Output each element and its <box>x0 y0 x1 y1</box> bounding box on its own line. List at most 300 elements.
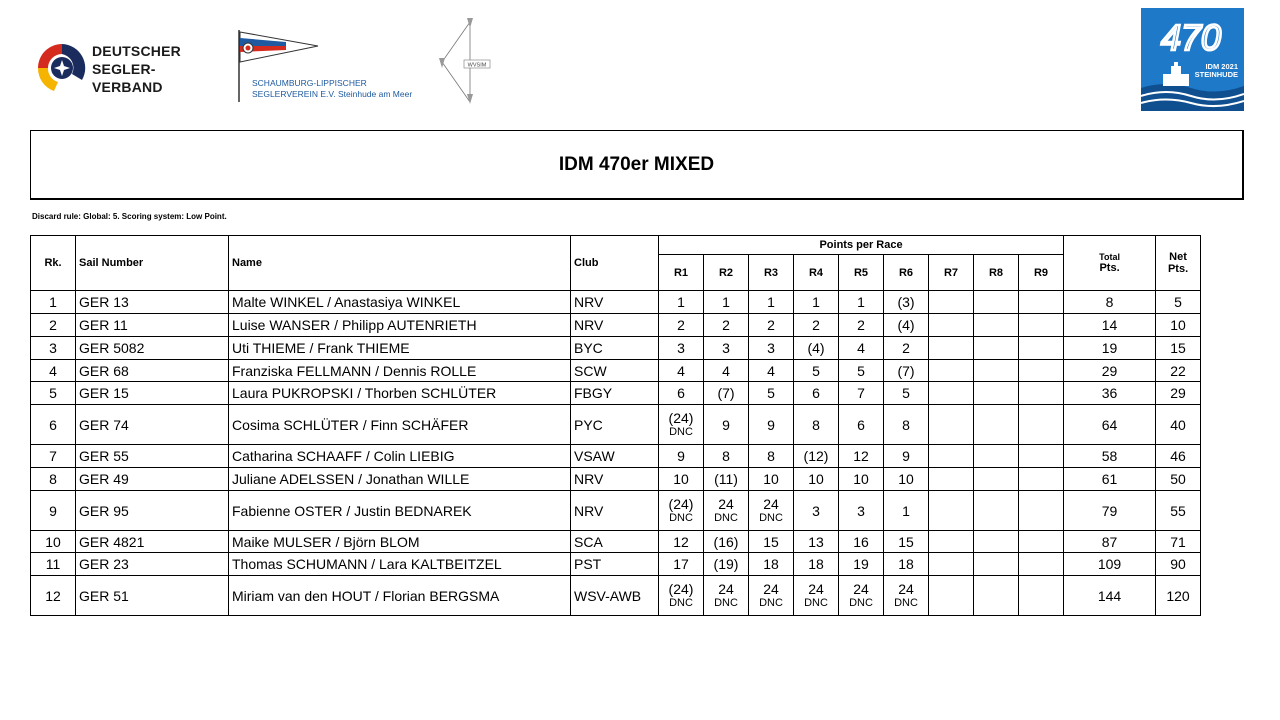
race-score: (3) <box>897 294 915 310</box>
header-race-8: R8 <box>974 255 1019 291</box>
race-score: (19) <box>713 556 739 572</box>
race-score: 4 <box>722 362 730 379</box>
total-points-cell: 58 <box>1064 445 1156 468</box>
header-race-5: R5 <box>839 255 884 291</box>
race-8-cell <box>974 576 1019 616</box>
name-cell: Laura PUKROPSKI / Thorben SCHLÜTER <box>229 382 571 405</box>
race-7-cell <box>929 337 974 360</box>
sail-number-cell: GER 49 <box>76 468 229 491</box>
race-8-cell <box>974 360 1019 382</box>
race-8-cell <box>974 382 1019 405</box>
race-5-cell <box>839 405 884 445</box>
total-points-cell: 79 <box>1064 491 1156 531</box>
total-points-cell: 29 <box>1064 360 1156 382</box>
race-5-cell <box>839 445 884 468</box>
race-1-cell <box>659 468 704 491</box>
rank-cell: 3 <box>31 337 76 360</box>
race-2-cell <box>704 314 749 337</box>
race-6-cell <box>884 531 929 553</box>
results-table <box>30 235 1201 616</box>
race-score: 8 <box>812 416 820 433</box>
race-9-cell <box>1019 291 1064 314</box>
race-9-cell <box>1019 337 1064 360</box>
table-row <box>31 491 1201 531</box>
name-cell: Juliane ADELSSEN / Jonathan WILLE <box>229 468 571 491</box>
class-470-logo <box>1141 8 1244 111</box>
race-3-cell <box>749 314 794 337</box>
race-1-cell <box>659 405 704 445</box>
club-cell: NRV <box>571 291 659 314</box>
race-9-cell <box>1019 382 1064 405</box>
race-score: 9 <box>722 416 730 433</box>
race-score: 8 <box>902 416 910 433</box>
rank-cell: 5 <box>31 382 76 405</box>
race-8-cell <box>974 291 1019 314</box>
sail-number-cell: GER 55 <box>76 445 229 468</box>
race-3-cell <box>749 531 794 553</box>
results-body <box>31 291 1201 616</box>
race-score: 2 <box>767 317 775 333</box>
page-title: IDM 470er MIXED <box>558 153 715 175</box>
race-3-cell <box>749 291 794 314</box>
race-4-cell <box>794 382 839 405</box>
rank-cell: 4 <box>31 360 76 382</box>
net-points-cell: 50 <box>1156 468 1201 491</box>
race-5-cell <box>839 468 884 491</box>
table-row <box>31 291 1201 314</box>
title-box <box>30 130 1244 200</box>
race-1-cell <box>659 531 704 553</box>
race-7-cell <box>929 314 974 337</box>
race-score: 24 <box>718 496 734 512</box>
sail-number-cell: GER 13 <box>76 291 229 314</box>
race-7-cell <box>929 291 974 314</box>
race-score: 10 <box>853 471 869 487</box>
race-1-cell <box>659 337 704 360</box>
race-score: 18 <box>898 556 914 572</box>
dsv-emblem-icon <box>34 40 90 96</box>
race-5-cell <box>839 337 884 360</box>
name-cell: Malte WINKEL / Anastasiya WINKEL <box>229 291 571 314</box>
race-6-cell <box>884 491 929 531</box>
net-points-cell: 5 <box>1156 291 1201 314</box>
race-4-cell <box>794 360 839 382</box>
net-points-cell: 90 <box>1156 553 1201 576</box>
race-6-cell <box>884 553 929 576</box>
race-5-cell <box>839 576 884 616</box>
race-score: 1 <box>722 294 730 310</box>
race-3-cell <box>749 468 794 491</box>
race-9-cell <box>1019 531 1064 553</box>
race-score: (16) <box>713 533 739 550</box>
total-points-cell: 36 <box>1064 382 1156 405</box>
race-score: 24 <box>898 581 914 597</box>
race-score: 15 <box>898 533 914 550</box>
race-2-cell <box>704 553 749 576</box>
header-race-4: R4 <box>794 255 839 291</box>
header-race-2: R2 <box>704 255 749 291</box>
total-points-cell: 8 <box>1064 291 1156 314</box>
race-9-cell <box>1019 468 1064 491</box>
race-score: 24 <box>853 581 869 597</box>
sail-number-cell: GER 95 <box>76 491 229 531</box>
race-6-cell <box>884 291 929 314</box>
name-cell: Franziska FELLMANN / Dennis ROLLE <box>229 360 571 382</box>
race-9-cell <box>1019 553 1064 576</box>
race-score: 3 <box>812 502 820 519</box>
total-points-cell: 19 <box>1064 337 1156 360</box>
total-points-cell: 64 <box>1064 405 1156 445</box>
wvsim-label: WVSIM <box>467 62 487 69</box>
club-cell: FBGY <box>571 382 659 405</box>
race-3-cell <box>749 382 794 405</box>
race-9-cell <box>1019 360 1064 382</box>
race-score: 5 <box>857 362 865 379</box>
idm-venue: STEINHUDE <box>1194 70 1238 79</box>
header-club: Club <box>571 236 659 291</box>
race-score: 10 <box>673 471 689 487</box>
race-4-cell <box>794 337 839 360</box>
header-total-line1: Total <box>1099 252 1120 262</box>
table-row <box>31 405 1201 445</box>
net-points-cell: 22 <box>1156 360 1201 382</box>
race-5-cell <box>839 291 884 314</box>
race-4-cell <box>794 468 839 491</box>
race-8-cell <box>974 553 1019 576</box>
rank-cell: 9 <box>31 491 76 531</box>
header-net-pts <box>1156 236 1201 291</box>
race-5-cell <box>839 382 884 405</box>
net-points-cell: 120 <box>1156 576 1201 616</box>
race-3-cell <box>749 491 794 531</box>
race-score: 8 <box>722 448 730 464</box>
race-7-cell <box>929 405 974 445</box>
sail-number-cell: GER 23 <box>76 553 229 576</box>
race-1-cell <box>659 491 704 531</box>
race-score: 5 <box>767 385 775 401</box>
race-score: 2 <box>812 317 820 333</box>
race-3-cell <box>749 405 794 445</box>
total-points-cell: 61 <box>1064 468 1156 491</box>
net-points-cell: 71 <box>1156 531 1201 553</box>
header-race-1: R1 <box>659 255 704 291</box>
race-score: 24 <box>763 581 779 597</box>
race-score: 3 <box>857 502 865 519</box>
header-net-line1: Net <box>1169 251 1187 263</box>
table-row <box>31 337 1201 360</box>
race-4-cell <box>794 576 839 616</box>
race-score: 15 <box>763 533 779 550</box>
race-score: (7) <box>897 362 915 379</box>
idm-year: IDM 2021 <box>1205 62 1238 71</box>
race-score: 2 <box>857 317 865 333</box>
race-score: (7) <box>717 385 735 401</box>
race-5-cell <box>839 531 884 553</box>
race-8-cell <box>974 445 1019 468</box>
race-score: 9 <box>767 416 775 433</box>
rank-cell: 11 <box>31 553 76 576</box>
race-7-cell <box>929 468 974 491</box>
race-score: 6 <box>857 416 865 433</box>
race-status-code: DNC <box>759 512 783 524</box>
race-4-cell <box>794 405 839 445</box>
race-status-code: DNC <box>669 426 693 438</box>
race-8-cell <box>974 531 1019 553</box>
race-score: 4 <box>857 340 865 356</box>
race-3-cell <box>749 553 794 576</box>
race-score: (4) <box>807 340 825 356</box>
net-points-cell: 15 <box>1156 337 1201 360</box>
race-score: 13 <box>808 533 824 550</box>
race-1-cell <box>659 576 704 616</box>
triangle-course-icon <box>430 16 500 108</box>
header-race-3: R3 <box>749 255 794 291</box>
race-score: 18 <box>763 556 779 572</box>
sail-number-cell: GER 4821 <box>76 531 229 553</box>
race-score: (24) <box>668 496 694 512</box>
race-1-cell <box>659 291 704 314</box>
club-cell: NRV <box>571 491 659 531</box>
club-cell: NRV <box>571 314 659 337</box>
table-row <box>31 314 1201 337</box>
race-2-cell <box>704 491 749 531</box>
club-cell: NRV <box>571 468 659 491</box>
sail-number-cell: GER 51 <box>76 576 229 616</box>
lighthouse-waves-icon <box>1141 8 1244 111</box>
header-rank: Rk. <box>31 236 76 291</box>
name-cell: Maike MULSER / Björn BLOM <box>229 531 571 553</box>
race-7-cell <box>929 576 974 616</box>
club-cell: SCW <box>571 360 659 382</box>
rank-cell: 1 <box>31 291 76 314</box>
race-score: 1 <box>812 294 820 310</box>
race-9-cell <box>1019 445 1064 468</box>
race-score: 4 <box>677 362 685 379</box>
race-6-cell <box>884 337 929 360</box>
race-score: 3 <box>722 340 730 356</box>
header-sail-number: Sail Number <box>76 236 229 291</box>
sail-number-cell: GER 11 <box>76 314 229 337</box>
race-2-cell <box>704 405 749 445</box>
slsv-logo <box>234 28 434 104</box>
race-3-cell <box>749 360 794 382</box>
race-6-cell <box>884 445 929 468</box>
race-6-cell <box>884 405 929 445</box>
name-cell: Fabienne OSTER / Justin BEDNAREK <box>229 491 571 531</box>
race-score: 12 <box>673 533 689 550</box>
table-row <box>31 468 1201 491</box>
rank-cell: 12 <box>31 576 76 616</box>
rank-cell: 6 <box>31 405 76 445</box>
race-5-cell <box>839 360 884 382</box>
race-status-code: DNC <box>669 512 693 524</box>
club-cell: PYC <box>571 405 659 445</box>
dsv-line-3: VERBAND <box>92 79 163 95</box>
race-5-cell <box>839 314 884 337</box>
race-8-cell <box>974 337 1019 360</box>
rank-cell: 10 <box>31 531 76 553</box>
race-score: 8 <box>767 448 775 464</box>
net-points-cell: 29 <box>1156 382 1201 405</box>
table-row <box>31 382 1201 405</box>
header-points-per-race: Points per Race <box>659 236 1064 255</box>
race-6-cell <box>884 360 929 382</box>
race-score: 18 <box>808 556 824 572</box>
race-9-cell <box>1019 405 1064 445</box>
race-status-code: DNC <box>759 597 783 609</box>
header-total-line2: Pts. <box>1099 262 1120 274</box>
name-cell: Cosima SCHLÜTER / Finn SCHÄFER <box>229 405 571 445</box>
race-6-cell <box>884 468 929 491</box>
rank-cell: 2 <box>31 314 76 337</box>
header-name: Name <box>229 236 571 291</box>
net-points-cell: 46 <box>1156 445 1201 468</box>
total-points-cell: 14 <box>1064 314 1156 337</box>
dsv-logo <box>34 40 204 96</box>
table-row <box>31 576 1201 616</box>
race-score: 24 <box>718 581 734 597</box>
race-1-cell <box>659 314 704 337</box>
race-8-cell <box>974 491 1019 531</box>
race-score: 9 <box>902 448 910 464</box>
net-points-cell: 55 <box>1156 491 1201 531</box>
race-7-cell <box>929 531 974 553</box>
race-score: 24 <box>763 496 779 512</box>
race-1-cell <box>659 445 704 468</box>
race-score: 5 <box>812 362 820 379</box>
dsv-line-2: SEGLER- <box>92 61 156 77</box>
name-cell: Thomas SCHUMANN / Lara KALTBEITZEL <box>229 553 571 576</box>
name-cell: Catharina SCHAAFF / Colin LIEBIG <box>229 445 571 468</box>
sail-number-cell: GER 5082 <box>76 337 229 360</box>
club-cell: PST <box>571 553 659 576</box>
race-score: (4) <box>897 317 915 333</box>
race-score: 2 <box>677 317 685 333</box>
race-status-code: DNC <box>849 597 873 609</box>
race-7-cell <box>929 382 974 405</box>
table-row <box>31 531 1201 553</box>
race-6-cell <box>884 314 929 337</box>
race-3-cell <box>749 576 794 616</box>
race-score: 3 <box>677 340 685 356</box>
header-race-6: R6 <box>884 255 929 291</box>
race-6-cell <box>884 382 929 405</box>
race-9-cell <box>1019 314 1064 337</box>
race-score: 16 <box>853 533 869 550</box>
race-2-cell <box>704 382 749 405</box>
race-5-cell <box>839 553 884 576</box>
race-score: 1 <box>902 502 910 519</box>
rank-cell: 7 <box>31 445 76 468</box>
race-score: (12) <box>803 448 829 464</box>
race-2-cell <box>704 576 749 616</box>
total-points-cell: 87 <box>1064 531 1156 553</box>
race-6-cell <box>884 576 929 616</box>
race-score: 12 <box>853 448 869 464</box>
total-points-cell: 109 <box>1064 553 1156 576</box>
race-score: (24) <box>668 581 694 597</box>
race-score: 7 <box>857 385 865 401</box>
race-3-cell <box>749 337 794 360</box>
race-score: 5 <box>902 385 910 401</box>
race-7-cell <box>929 491 974 531</box>
race-score: 6 <box>812 385 820 401</box>
sail-number-cell: GER 74 <box>76 405 229 445</box>
race-7-cell <box>929 553 974 576</box>
race-score: 24 <box>808 581 824 597</box>
name-cell: Uti THIEME / Frank THIEME <box>229 337 571 360</box>
race-1-cell <box>659 553 704 576</box>
wvsim-logo <box>430 16 500 108</box>
discard-rule: Discard rule: Global: 5. Scoring system: Low Point. <box>32 212 227 221</box>
race-score: 10 <box>763 471 779 487</box>
race-score: (24) <box>668 410 694 426</box>
race-score: 2 <box>902 340 910 356</box>
race-score: 1 <box>677 294 685 310</box>
slsv-line-2: SEGLERVEREIN E.V. Steinhude am Meer <box>252 89 413 99</box>
race-8-cell <box>974 405 1019 445</box>
race-4-cell <box>794 531 839 553</box>
rank-cell: 8 <box>31 468 76 491</box>
race-score: 10 <box>898 471 914 487</box>
sail-number-cell: GER 15 <box>76 382 229 405</box>
name-cell: Luise WANSER / Philipp AUTENRIETH <box>229 314 571 337</box>
race-5-cell <box>839 491 884 531</box>
race-status-code: DNC <box>894 597 918 609</box>
race-3-cell <box>749 445 794 468</box>
slsv-line-1: SCHAUMBURG-LIPPISCHER <box>252 78 367 88</box>
header-total-pts <box>1064 236 1156 291</box>
race-7-cell <box>929 445 974 468</box>
club-cell: SCA <box>571 531 659 553</box>
race-2-cell <box>704 445 749 468</box>
race-status-code: DNC <box>714 512 738 524</box>
race-2-cell <box>704 468 749 491</box>
header-race-7: R7 <box>929 255 974 291</box>
race-4-cell <box>794 291 839 314</box>
sail-number-cell: GER 68 <box>76 360 229 382</box>
header-race-9: R9 <box>1019 255 1064 291</box>
race-1-cell <box>659 360 704 382</box>
race-score: (11) <box>714 471 738 487</box>
net-points-cell: 10 <box>1156 314 1201 337</box>
race-9-cell <box>1019 491 1064 531</box>
race-2-cell <box>704 291 749 314</box>
race-score: 2 <box>722 317 730 333</box>
race-2-cell <box>704 360 749 382</box>
race-status-code: DNC <box>804 597 828 609</box>
race-score: 1 <box>767 294 775 310</box>
net-points-cell: 40 <box>1156 405 1201 445</box>
table-row <box>31 553 1201 576</box>
race-9-cell <box>1019 576 1064 616</box>
race-2-cell <box>704 531 749 553</box>
race-status-code: DNC <box>669 597 693 609</box>
race-4-cell <box>794 314 839 337</box>
name-cell: Miriam van den HOUT / Florian BERGSMA <box>229 576 571 616</box>
total-points-cell: 144 <box>1064 576 1156 616</box>
dsv-line-1: DEUTSCHER <box>92 43 181 59</box>
race-4-cell <box>794 553 839 576</box>
club-cell: VSAW <box>571 445 659 468</box>
race-score: 3 <box>767 340 775 356</box>
race-score: 19 <box>853 556 869 572</box>
table-row <box>31 445 1201 468</box>
race-8-cell <box>974 314 1019 337</box>
race-2-cell <box>704 337 749 360</box>
table-row <box>31 360 1201 382</box>
race-4-cell <box>794 445 839 468</box>
